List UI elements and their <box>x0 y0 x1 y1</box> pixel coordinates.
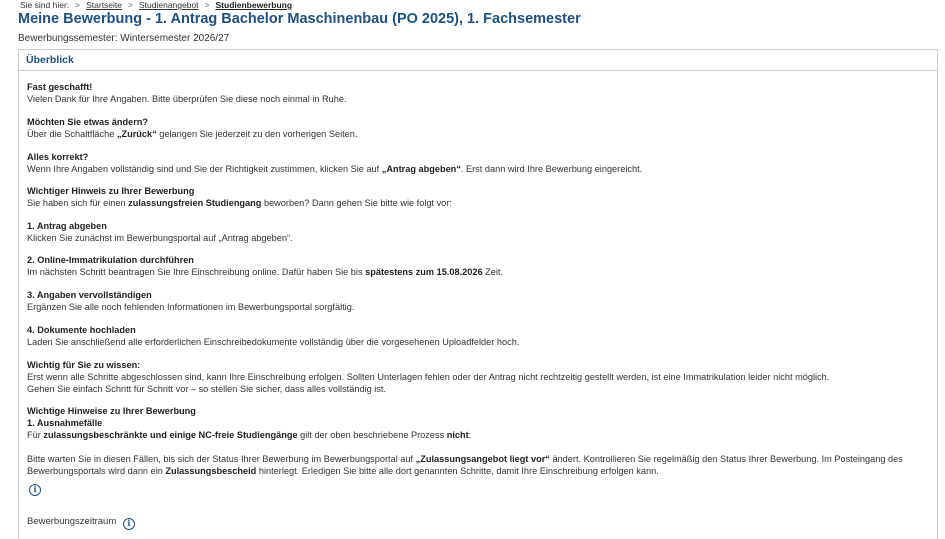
section-warten <box>27 453 929 477</box>
step-text: Klicken Sie zunächst im Bewerbungsportal auf „Antrag abgeben“. <box>27 233 293 243</box>
step-text: Laden Sie anschließend alle erforderlichen Einschreibedokumente vollständig über die vorgesehenen Uploadfelder hoch. <box>27 337 520 347</box>
info-circle-icon[interactable]: i <box>29 484 41 496</box>
step-online-immatrikulation <box>27 254 929 278</box>
bewerbungszeitraum-row <box>27 516 135 528</box>
step-angaben-vervollstaendigen <box>27 289 929 313</box>
step-text: Ergänzen Sie alle noch fehlenden Informationen im Bewerbungsportal sorgfältig. <box>27 302 355 312</box>
step-heading: 3. Angaben vervollständigen <box>27 290 152 300</box>
deadline-date: spätestens zum 15.08.2026 <box>365 267 483 277</box>
breadcrumb <box>20 0 292 10</box>
breadcrumb-link-startseite[interactable]: Startseite <box>86 0 123 10</box>
section-text: Für zulassungsbeschränkte und einige NC-freie Studiengänge gilt der oben beschriebene Prozess nicht: <box>27 430 472 440</box>
breadcrumb-link-studienangebot[interactable]: Studienangebot <box>138 0 199 10</box>
breadcrumb-separator-icon: > <box>128 0 133 10</box>
section-heading: Wichtige Hinweise zu Ihrer Bewerbung <box>27 406 196 416</box>
section-wichtiger-hinweis <box>27 185 929 209</box>
step-heading: 2. Online-Immatrikulation durchführen <box>27 255 194 265</box>
section-heading: Möchten Sie etwas ändern? <box>27 117 148 127</box>
overview-panel <box>18 49 938 539</box>
section-wichtige-hinweise <box>27 405 929 441</box>
breadcrumb-prefix: Sie sind hier: <box>20 0 70 10</box>
application-semester: Bewerbungssemester: Wintersemester 2026/27 <box>18 33 230 44</box>
bewerbungszeitraum-label: Bewerbungszeitraum <box>27 516 117 527</box>
section-text: Wenn Ihre Angaben vollständig sind und Sie der Richtigkeit zustimmen, klicken Sie auf „Antrag abgeben“. Erst dann wird Ihre Bewerbung eingereicht. <box>27 164 643 174</box>
step-dokumente-hochladen <box>27 324 929 348</box>
step-text: Im nächsten Schritt beantragen Sie Ihre Einschreibung online. Dafür haben Sie bis spätestens zum 15.08.2026 Zeit. <box>27 267 503 277</box>
breadcrumb-separator-icon: > <box>75 0 81 10</box>
breadcrumb-current: Studienbewerbung <box>215 0 293 10</box>
section-text-line: Erst wenn alle Schritte abgeschlossen sind, kann Ihre Einschreibung erfolgen. Sollten Unterlagen fehlen oder der Antrag nicht rechtzeitig gestellt werden, ist eine Immatrikulation leider nicht möglich. <box>27 372 830 382</box>
info-circle-icon[interactable]: i <box>123 518 135 530</box>
page-title: Meine Bewerbung - 1. Antrag Bachelor Maschinenbau (PO 2025), 1. Fachsemester <box>18 11 581 27</box>
section-heading: Wichtig für Sie zu wissen: <box>27 360 141 370</box>
section-wichtig-zu-wissen <box>27 359 929 395</box>
breadcrumb-separator-icon: > <box>204 0 210 10</box>
zurueck-label: „Zurück“ <box>116 129 157 139</box>
section-heading: Fast geschafft! <box>27 82 93 92</box>
section-text: Vielen Dank für Ihre Angaben. Bitte überprüfen Sie diese noch einmal in Ruhe. <box>27 94 347 104</box>
section-text-line: Bewerbungsportals wird dann ein Zulassungsbescheid hinterlegt. Erledigen Sie bitte alle dort genannten Schritte, damit Ihre Einschreibung erfolgen kann. <box>27 466 659 476</box>
section-text-line: Bitte warten Sie in diesen Fällen, bis sich der Status Ihrer Bewerbung im Bewerbungsportal auf „Zulassungsangebot liegt vor“ ändert. Kontrollieren Sie regelmäßig den Status Ihrer Bewerbung. Im Posteingang des <box>27 454 903 464</box>
section-heading: Wichtiger Hinweis zu Ihrer Bewerbung <box>27 186 195 196</box>
section-subheading: 1. Ausnahmefälle <box>27 418 103 428</box>
section-alles-korrekt <box>27 151 929 175</box>
step-antrag-abgeben <box>27 220 929 244</box>
antrag-abgeben-label: „Antrag abgeben“ <box>381 164 461 174</box>
section-fast-geschafft <box>27 81 929 105</box>
section-heading: Alles korrekt? <box>27 152 89 162</box>
step-heading: 1. Antrag abgeben <box>27 221 107 231</box>
section-aendern <box>27 116 929 140</box>
section-text: Über die Schaltfläche „Zurück“ gelangen Sie jederzeit zu den vorherigen Seiten. <box>27 129 358 139</box>
step-heading: 4. Dokumente hochladen <box>27 325 136 335</box>
section-text-line: Gehen Sie einfach Schritt für Schritt vor – so stellen Sie sicher, dass alles vollständig ist. <box>27 384 386 394</box>
panel-title: Überblick <box>19 50 937 71</box>
section-text: Sie haben sich für einen zulassungsfreien Studiengang beworben? Dann gehen Sie bitte wie folgt vor: <box>27 198 452 208</box>
